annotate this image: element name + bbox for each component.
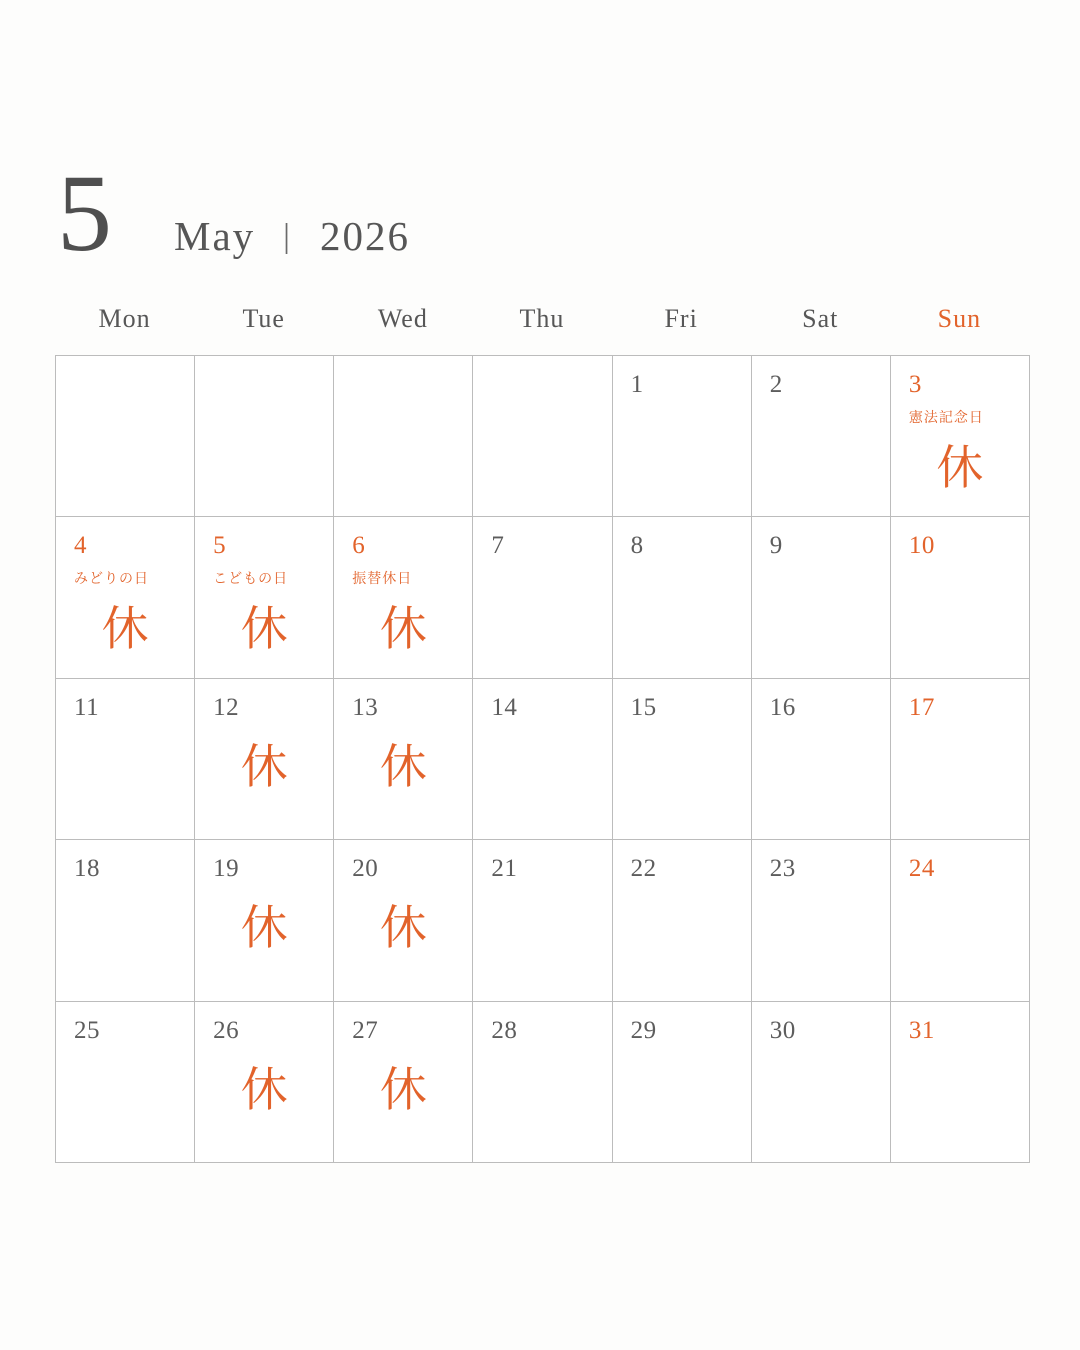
weekday-tue: Tue <box>242 304 285 333</box>
day-number: 7 <box>491 532 505 560</box>
closed-mark: 休 <box>240 604 288 657</box>
day-cell-17 <box>891 679 1030 840</box>
day-number: 4 <box>74 532 87 560</box>
weekday-fri: Fri <box>664 304 698 333</box>
day-cell-18 <box>56 840 195 1001</box>
day-cell-21 <box>473 840 612 1001</box>
closed-mark: 休 <box>101 604 149 657</box>
day-number: 26 <box>213 1016 240 1044</box>
day-number: 18 <box>74 855 100 883</box>
day-number: 24 <box>908 855 935 883</box>
day-number: 3 <box>908 371 922 398</box>
closed-mark: 休 <box>240 903 288 956</box>
day-number: 27 <box>352 1016 379 1044</box>
day-cell-22 <box>613 840 752 1001</box>
day-cell-15 <box>613 679 752 840</box>
closed-mark: 休 <box>240 741 288 794</box>
year-label: 2026 <box>319 213 410 259</box>
day-number: 28 <box>491 1016 518 1044</box>
weekday-sat: Sat <box>802 304 839 333</box>
day-number: 29 <box>630 1016 657 1044</box>
day-number: 8 <box>630 532 644 560</box>
day-number: 2 <box>769 371 783 398</box>
closed-mark: 休 <box>936 443 984 495</box>
day-cell-14 <box>473 679 612 840</box>
closed-mark: 休 <box>240 1064 288 1117</box>
day-number: 9 <box>769 532 783 560</box>
day-cell-7 <box>473 517 612 678</box>
empty-cell <box>195 356 334 517</box>
day-number: 1 <box>630 371 644 398</box>
day-number: 23 <box>769 855 796 883</box>
day-cell-28 <box>473 1002 612 1163</box>
day-cell-4 <box>56 517 195 678</box>
day-cell-25 <box>56 1002 195 1163</box>
closed-mark: 休 <box>379 604 427 657</box>
day-cell-13 <box>334 679 473 840</box>
empty-cell <box>334 356 473 517</box>
empty-cell <box>473 356 612 517</box>
weekday-header-row <box>55 298 1029 340</box>
day-cell-12 <box>195 679 334 840</box>
empty-cell <box>56 356 195 517</box>
month-name: May <box>174 213 256 259</box>
day-number: 5 <box>213 532 227 560</box>
day-cell-16 <box>752 679 891 840</box>
day-cell-11 <box>56 679 195 840</box>
day-number: 31 <box>908 1016 935 1044</box>
weekday-mon: Mon <box>98 304 151 333</box>
holiday-label: 振替休日 <box>352 572 413 588</box>
weekday-sun: Sun <box>937 304 982 333</box>
day-number: 15 <box>630 693 657 721</box>
day-cell-9 <box>752 517 891 678</box>
day-number: 12 <box>213 693 240 721</box>
day-number: 17 <box>908 693 935 721</box>
title-separator: | <box>283 218 292 255</box>
holiday-label: こどもの日 <box>213 572 289 588</box>
day-cell-1 <box>613 356 752 517</box>
day-number: 22 <box>630 855 657 883</box>
month-number: 5 <box>57 152 112 274</box>
calendar-header <box>57 152 410 274</box>
calendar-grid <box>55 355 1030 1163</box>
day-cell-6 <box>334 517 473 678</box>
closed-mark: 休 <box>379 903 427 956</box>
day-number: 21 <box>491 855 518 883</box>
day-number: 6 <box>352 532 366 560</box>
weekday-wed: Wed <box>377 304 428 333</box>
weekday-thu: Thu <box>519 304 565 333</box>
holiday-label: 憲法記念日 <box>908 411 984 426</box>
day-cell-27 <box>334 1002 473 1163</box>
day-cell-5 <box>195 517 334 678</box>
day-cell-3 <box>891 356 1030 517</box>
day-number: 25 <box>74 1016 100 1044</box>
day-cell-23 <box>752 840 891 1001</box>
day-cell-19 <box>195 840 334 1001</box>
day-number: 30 <box>769 1016 796 1044</box>
day-number: 13 <box>352 693 379 721</box>
day-cell-29 <box>613 1002 752 1163</box>
day-cell-26 <box>195 1002 334 1163</box>
day-number: 16 <box>769 693 796 721</box>
day-cell-10 <box>891 517 1030 678</box>
day-cell-30 <box>752 1002 891 1163</box>
month-title <box>174 212 410 260</box>
day-number: 14 <box>491 693 518 721</box>
day-number: 20 <box>352 855 379 883</box>
holiday-label: みどりの日 <box>74 572 149 588</box>
day-cell-2 <box>752 356 891 517</box>
day-cell-24 <box>891 840 1030 1001</box>
day-cell-20 <box>334 840 473 1001</box>
day-cell-8 <box>613 517 752 678</box>
day-cell-31 <box>891 1002 1030 1163</box>
closed-mark: 休 <box>379 741 427 794</box>
closed-mark: 休 <box>379 1064 427 1117</box>
day-number: 11 <box>74 693 100 721</box>
day-number: 19 <box>213 855 240 883</box>
day-number: 10 <box>908 532 935 560</box>
